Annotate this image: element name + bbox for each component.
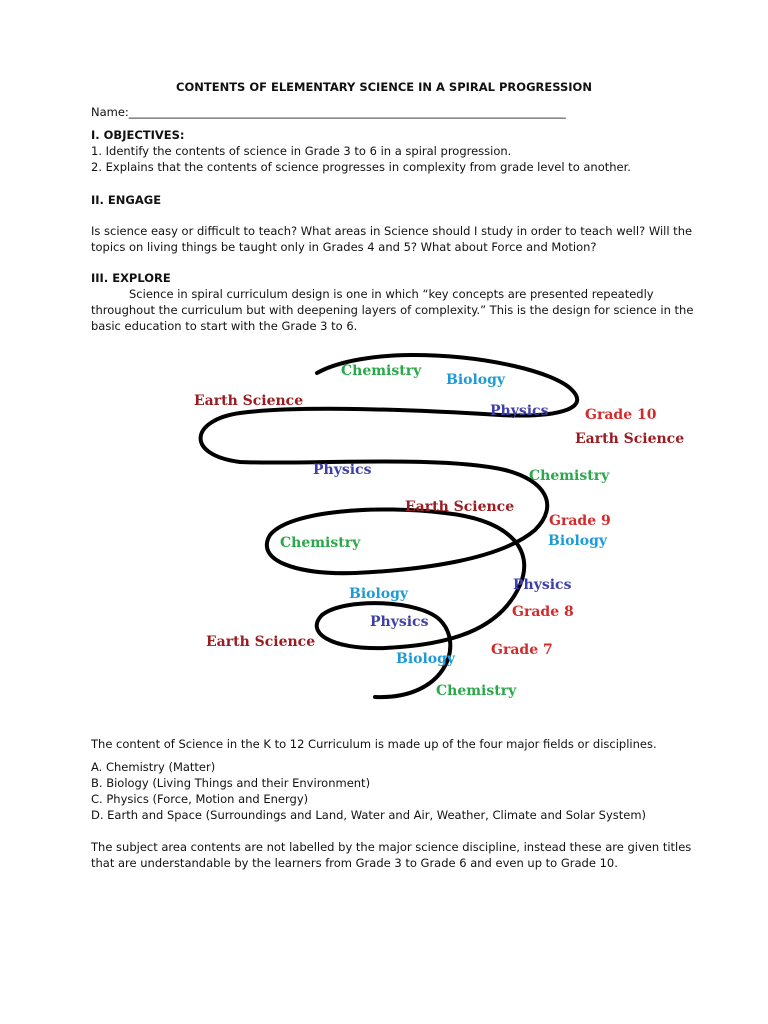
diagram-label-biology: Biology (446, 372, 506, 388)
diagram-label-grade: Grade 8 (512, 604, 574, 620)
diagram-label-physics: Physics (370, 614, 429, 630)
diagram-label-chemistry: Chemistry (280, 535, 361, 551)
diagram-label-earth-science: Earth Science (405, 499, 515, 515)
diagram-label-chemistry: Chemistry (436, 683, 517, 699)
objectives-heading: I. OBJECTIVES: (91, 128, 185, 142)
discipline-item: B. Biology (Living Things and their Environment) (91, 776, 371, 790)
diagram-label-biology: Biology (396, 651, 456, 667)
discipline-item: D. Earth and Space (Surroundings and Land, Water and Air, Weather, Climate and Solar System) (91, 808, 647, 822)
explore-paragraph-line: Science in spiral curriculum design is one in which “key concepts are presented repeatedly (129, 287, 654, 301)
explore-paragraph-line: throughout the curriculum but with deepening layers of complexity.” This is the design for science in the (91, 303, 694, 317)
diagram-label-biology: Biology (349, 586, 409, 602)
diagram-label-grade: Grade 10 (585, 407, 657, 423)
diagram-label-earth-science: Earth Science (194, 393, 304, 409)
diagram-label-physics: Physics (490, 403, 549, 419)
objective-item: 2. Explains that the contents of science progresses in complexity from grade level to another. (91, 160, 631, 174)
diagram-label-biology: Biology (548, 533, 608, 549)
diagram-label-grade: Grade 9 (549, 513, 611, 529)
diagram-label-chemistry: Chemistry (529, 468, 610, 484)
diagram-label-earth-science: Earth Science (575, 431, 685, 447)
discipline-item: C. Physics (Force, Motion and Energy) (91, 792, 309, 806)
engage-heading: II. ENGAGE (91, 193, 162, 207)
name-field-line: Name:____________________________________________________________________________ (91, 105, 566, 119)
engage-paragraph-line: Is science easy or difficult to teach? What areas in Science should I study in order to teach well? Will the (91, 224, 693, 238)
objective-item: 1. Identify the contents of science in Grade 3 to 6 in a spiral progression. (91, 144, 512, 158)
diagram-label-earth-science: Earth Science (206, 634, 316, 650)
explore-heading: III. EXPLORE (91, 271, 171, 285)
diagram-label-physics: Physics (313, 462, 372, 478)
diagram-label-physics: Physics (513, 577, 572, 593)
closing-paragraph-line: The subject area contents are not labelled by the major science discipline, instead these are given titles (91, 840, 692, 854)
k12-intro: The content of Science in the K to 12 Curriculum is made up of the four major fields or disciplines. (91, 737, 657, 751)
explore-paragraph-line: basic education to start with the Grade 3 to 6. (91, 319, 358, 333)
document-title: CONTENTS OF ELEMENTARY SCIENCE IN A SPIRAL PROGRESSION (176, 80, 592, 94)
diagram-label-chemistry: Chemistry (341, 363, 422, 379)
discipline-item: A. Chemistry (Matter) (91, 760, 216, 774)
diagram-label-grade: Grade 7 (491, 642, 553, 658)
engage-paragraph-line: topics on living things be taught only in Grades 4 and 5? What about Force and Motion? (91, 240, 597, 254)
closing-paragraph-line: that are understandable by the learners from Grade 3 to Grade 6 and even up to Grade 10. (91, 856, 618, 870)
